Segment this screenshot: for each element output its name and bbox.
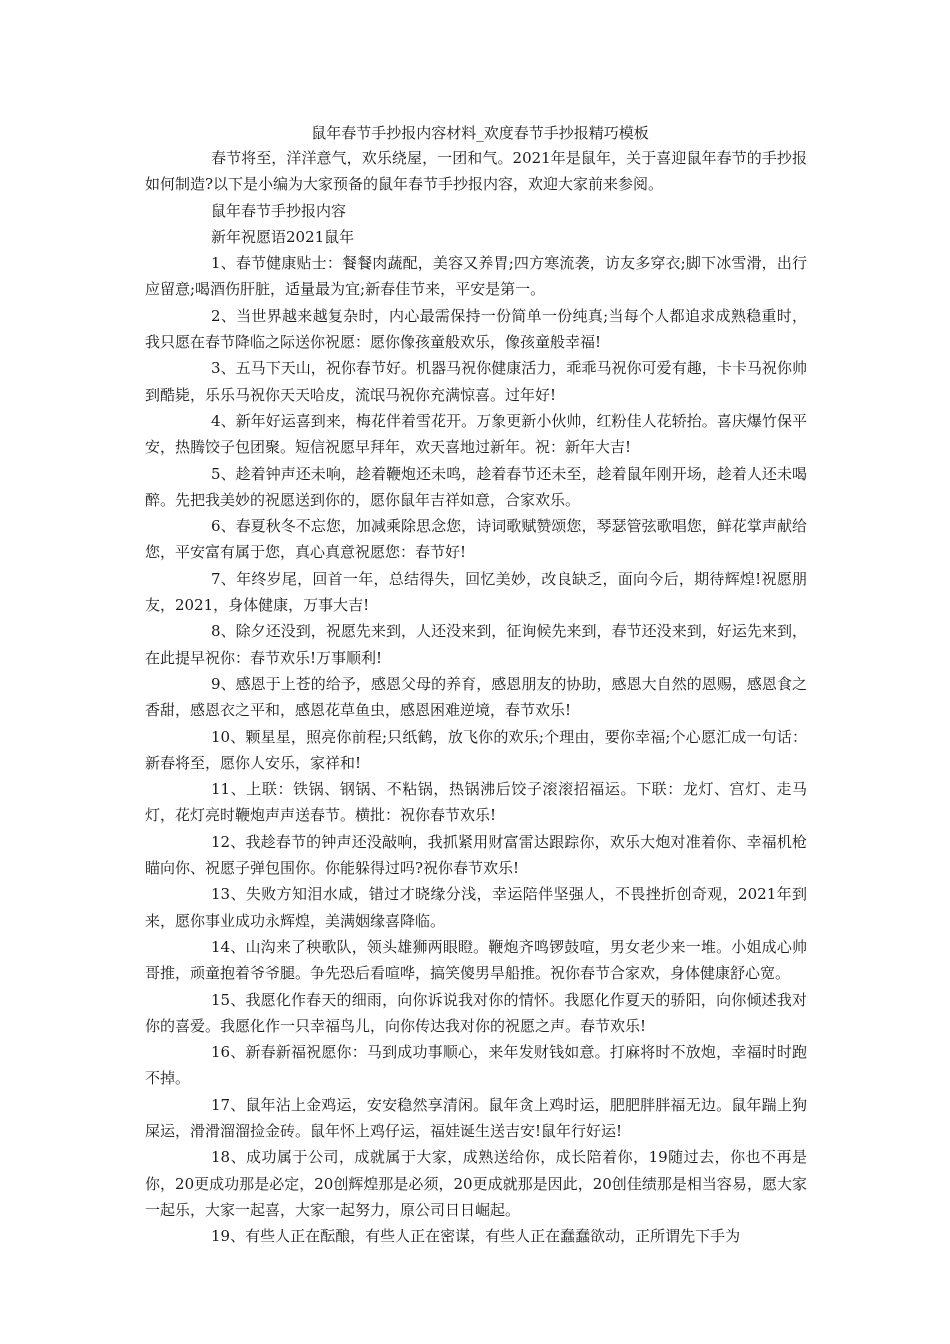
list-item: 8、除夕还没到，祝愿先来到，人还没来到，征询候先来到，春节还没来到，好运先来到，在此提早祝你：春节欢乐!万事顺利! (145, 622, 807, 667)
list-item: 5、趁着钟声还未响，趁着鞭炮还未鸣，趁着春节还未至，趁着鼠年刚开场，趁着人还未喝醉。先把我美妙的祝愿送到你的，愿你鼠年吉祥如意，合家欢乐。 (145, 464, 807, 509)
list-item: 2、当世界越来越复杂时，内心最需保持一份简单一份纯真;当每个人都追求成熟稳重时，我只愿在春节降临之际送你祝愿：愿你像孩童般欢乐，像孩童般幸福! (145, 306, 807, 352)
document-body (145, 121, 807, 1249)
list-item: 12、我趁春节的钟声还没敲响，我抓紧用财富雷达跟踪你，欢乐大炮对准着你、幸福机枪瞄向你、祝愿子弹包围你。你能躲得过吗?祝你春节欢乐! (145, 832, 807, 878)
list-item: 11、上联：铁锅、钢锅、不粘锅，热锅沸后饺子滚滚招福运。下联：龙灯、宫灯、走马灯，花灯亮时鞭炮声声送春节。横批：祝你春节欢乐! (145, 780, 807, 825)
list-item: 3、五马下天山，祝你春节好。机器马祝你健康活力，乖乖马祝你可爱有趣，卡卡马祝你帅到酷毙，乐乐马祝你天天哈皮，流氓马祝你充满惊喜。过年好! (145, 359, 807, 404)
list-item: 9、感恩于上苍的给予，感恩父母的养育，感恩朋友的协助，感恩大自然的恩赐，感恩食之香甜，感恩衣之平和，感恩花草鱼虫，感恩困难逆境，春节欢乐! (145, 674, 807, 720)
list-item: 4、新年好运喜到来，梅花伴着雪花开。万象更新小伙帅，红粉佳人花轿抬。喜庆爆竹保平安，热腾饺子包团聚。短信祝愿早拜年，欢天喜地过新年。祝：新年大吉! (145, 411, 807, 457)
list-item: 10、颗星星，照亮你前程;只纸鹤，放飞你的欢乐;个理由，要你幸福;个心愿汇成一句话：新春将至，愿你人安乐，家祥和! (145, 727, 807, 772)
list-item: 17、鼠年沾上金鸡运，安安稳然享清闲。鼠年贪上鸡时运，肥肥胖胖福无边。鼠年踹上狗屎运，滑滑溜溜捡金砖。鼠年怀上鸡仔运，福娃诞生送吉安!鼠年行好运! (145, 1095, 807, 1140)
sub-heading: 新年祝愿语2021鼠年 (211, 227, 355, 246)
document-title: 鼠年春节手抄报内容材料_欢度春节手抄报精巧模板 (311, 124, 649, 142)
list-item: 1、春节健康贴士：餐餐肉蔬配，美容又养胃;四方寒流袭，访友多穿衣;脚下冰雪滑，出行应留意;喝酒伤肝脏，适量最为宜;新春佳节来，平安是第一。 (145, 254, 807, 299)
list-item: 18、成功属于公司，成就属于大家，成熟送给你，成长陪着你，19随过去，你也不再是你，20更成功那是必定，20创辉煌那是必须，20更成就那是因此，20创佳绩那是相当容易，愿大家一起乐，大家一起喜，大家一起努力，原公司日日崛起。 (145, 1148, 807, 1219)
list-item: 14、山沟来了秧歌队，领头雄狮两眼瞪。鞭炮齐鸣锣鼓喧，男女老少来一堆。小姐成心帅哥推，顽童抱着爷爷腿。争先恐后看喧哗，搞笑傻男旱船推。祝你春节合家欢，身体健康舒心宽。 (145, 937, 807, 983)
list-item: 19、有些人正在酝酿，有些人正在密谋，有些人正在蠢蠢欲动，正所谓先下手为 (211, 1227, 741, 1246)
section-heading: 鼠年春节手抄报内容 (211, 201, 347, 220)
intro-paragraph: 春节将至，洋洋意气，欢乐绕屋，一团和气。2021年是鼠年，关于喜迎鼠年春节的手抄报如何制造?以下是小编为大家预备的鼠年春节手抄报内容，欢迎大家前来参阅。 (145, 149, 807, 194)
list-item: 13、失败方知泪水咸，错过才晓缘分浅，幸运陪伴坚强人，不畏挫折创奇观，2021年到来，愿你事业成功永辉煌，美满姻缘喜降临。 (145, 885, 807, 930)
list-item: 7、年终岁尾，回首一年，总结得失，回忆美妙，改良缺乏，面向今后，期待辉煌!祝愿朋友，2021，身体健康，万事大吉! (145, 569, 807, 615)
list-item: 15、我愿化作春天的细雨，向你诉说我对你的情怀。我愿化作夏天的骄阳，向你倾述我对你的喜爱。我愿化作一只幸福鸟儿，向你传达我对你的祝愿之声。春节欢乐! (145, 990, 807, 1035)
list-item: 6、春夏秋冬不忘您，加减乘除思念您，诗词歌赋赞颂您，琴瑟管弦歌唱您，鲜花掌声献给您，平安富有属于您，真心真意祝愿您：春节好! (145, 517, 807, 562)
list-item: 16、新春新福祝愿你：马到成功事顺心，来年发财钱如意。打麻将时不放炮，幸福时时跑不掉。 (145, 1043, 807, 1088)
